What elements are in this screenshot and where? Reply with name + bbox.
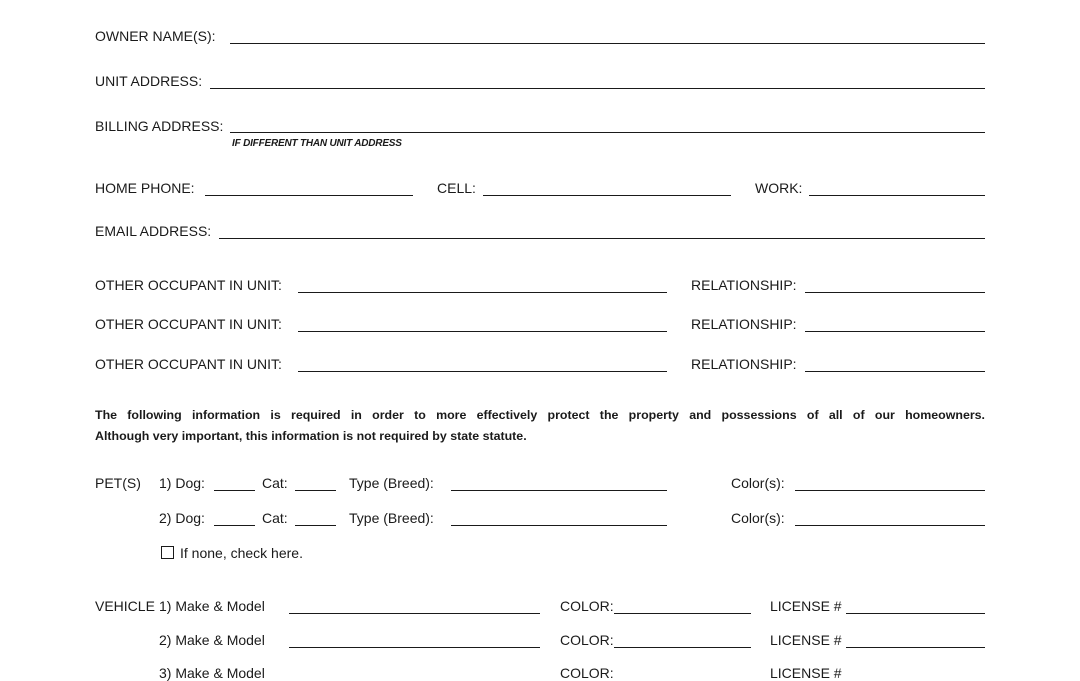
no-pets-label: If none, check here. [180,545,303,561]
pet-breed-field[interactable] [451,525,667,526]
unit-address-field[interactable] [210,88,985,89]
vehicle-color-label: COLOR: [560,598,614,614]
vehicle-license-field[interactable] [846,613,985,614]
pet-color-field[interactable] [795,490,985,491]
relationship-label: RELATIONSHIP: [691,356,797,372]
notice-line-2: Although very important, this information is not required by state statute. [95,429,527,443]
vehicle-license-field[interactable] [846,647,985,648]
vehicle-license-label: LICENSE # [770,598,842,614]
owner-name-label: OWNER NAME(S): [95,28,216,44]
relationship-field[interactable] [805,292,985,293]
no-pets-checkbox[interactable] [161,546,174,559]
vehicle-section-label: VEHICLE [95,598,155,614]
email-address-label: EMAIL ADDRESS: [95,223,212,239]
notice-line-1: The following information is required in order to more effectively protect the property and possessions of all of our homeowners. [95,408,985,422]
pets-section-label: PET(S) [95,475,141,491]
occupant-label: OTHER OCCUPANT IN UNIT: [95,277,282,293]
occupant-field[interactable] [298,331,667,332]
pet-dog-label: 1) Dog: [159,475,205,491]
cut-off-header-text [0,0,1080,8]
vehicle-license-label: LICENSE # [770,665,842,681]
billing-address-note: IF DIFFERENT THAN UNIT ADDRESS [232,138,402,149]
pet-dog-label: 2) Dog: [159,510,205,526]
pet-breed-label: Type (Breed): [349,510,434,526]
cell-field[interactable] [483,195,731,196]
pet-breed-field[interactable] [451,490,667,491]
occupant-field[interactable] [298,292,667,293]
billing-address-label: BILLING ADDRESS: [95,118,224,134]
work-phone-field[interactable] [809,195,985,196]
vehicle-make-label: 2) Make & Model [159,632,265,648]
relationship-field[interactable] [805,331,985,332]
pet-color-label: Color(s): [731,510,785,526]
home-phone-field[interactable] [205,195,413,196]
occupant-field[interactable] [298,371,667,372]
pet-dog-field[interactable] [214,490,255,491]
occupant-label: OTHER OCCUPANT IN UNIT: [95,356,282,372]
owner-name-field[interactable] [230,43,985,44]
pet-breed-label: Type (Breed): [349,475,434,491]
pet-cat-field[interactable] [295,490,336,491]
vehicle-color-field[interactable] [614,647,751,648]
pet-color-label: Color(s): [731,475,785,491]
occupant-label: OTHER OCCUPANT IN UNIT: [95,316,282,332]
work-label: WORK: [755,180,803,196]
vehicle-make-label: 3) Make & Model [159,665,265,681]
email-address-field[interactable] [219,238,985,239]
vehicle-color-label: COLOR: [560,665,614,681]
vehicle-color-field[interactable] [614,613,751,614]
notice-paragraph [95,405,985,447]
relationship-label: RELATIONSHIP: [691,277,797,293]
vehicle-make-label: 1) Make & Model [159,598,265,614]
unit-address-label: UNIT ADDRESS: [95,73,203,89]
pet-cat-label: Cat: [262,475,288,491]
home-phone-label: HOME PHONE: [95,180,195,196]
pet-cat-field[interactable] [295,525,336,526]
vehicle-make-field[interactable] [289,647,540,648]
vehicle-make-field[interactable] [289,613,540,614]
pet-cat-label: Cat: [262,510,288,526]
cell-label: CELL: [437,180,476,196]
vehicle-license-label: LICENSE # [770,632,842,648]
relationship-field[interactable] [805,371,985,372]
pet-color-field[interactable] [795,525,985,526]
relationship-label: RELATIONSHIP: [691,316,797,332]
billing-address-field[interactable] [230,132,985,133]
vehicle-color-label: COLOR: [560,632,614,648]
pet-dog-field[interactable] [214,525,255,526]
